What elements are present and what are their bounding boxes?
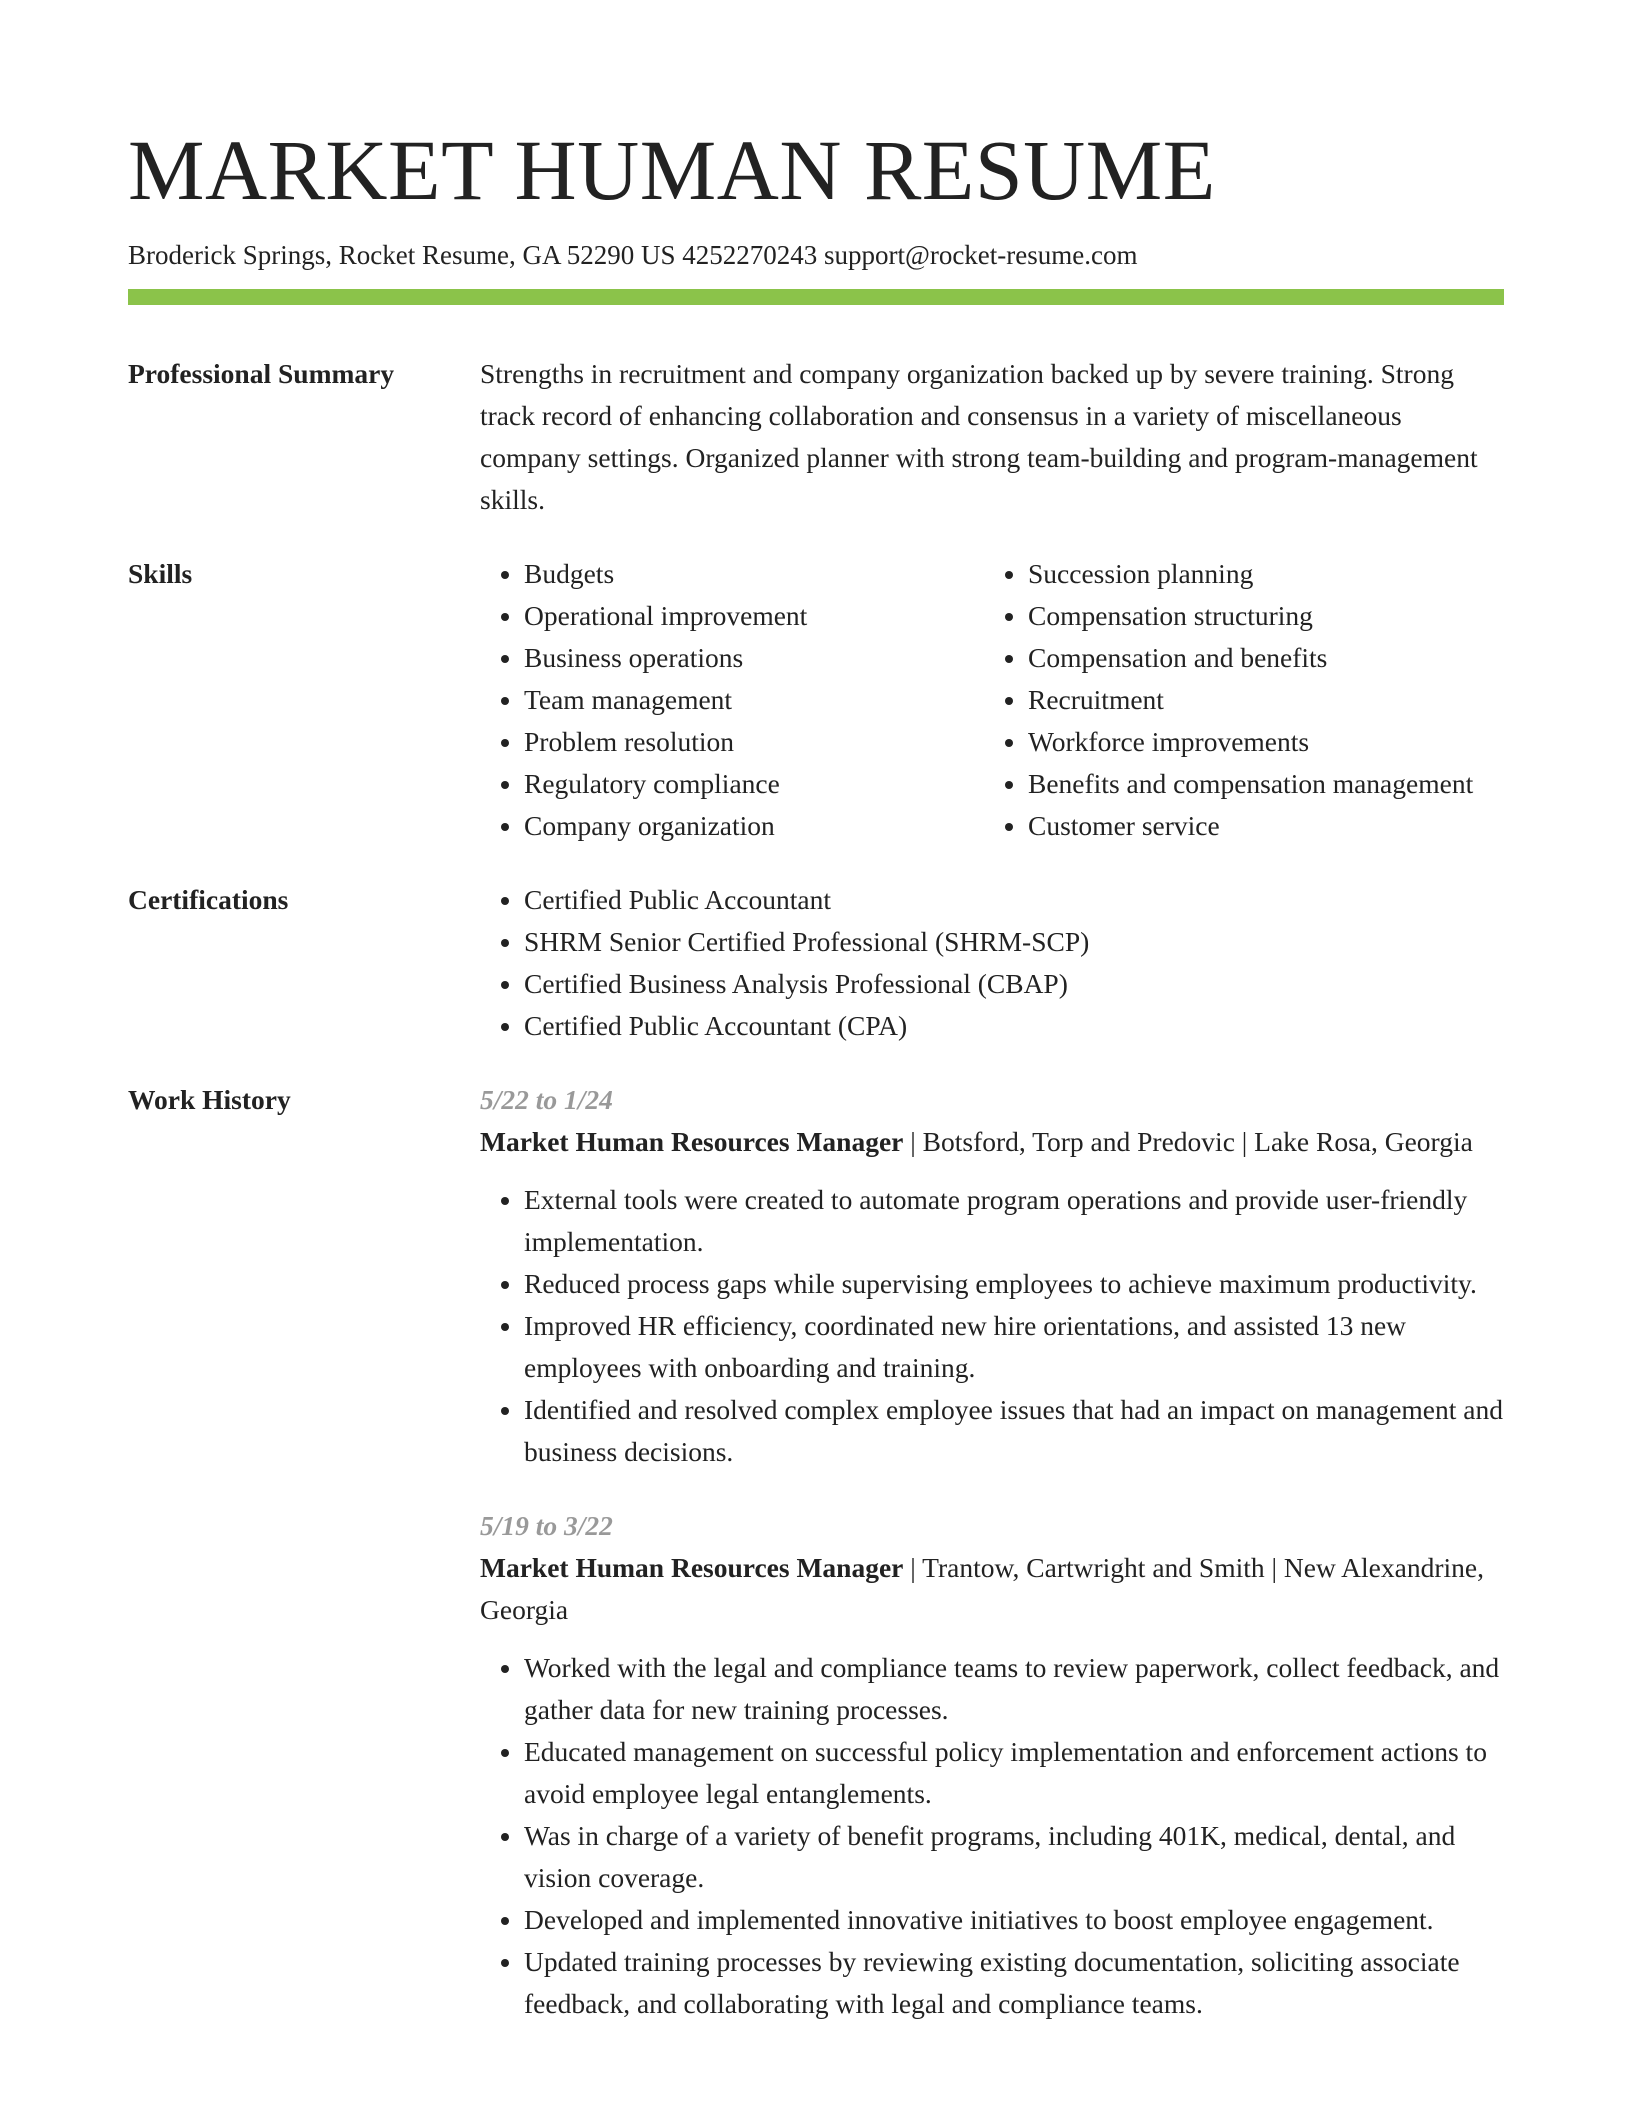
section-label-certifications: Certifications <box>128 884 289 915</box>
job-heading <box>480 1121 1504 1163</box>
skill-item: • Problem resolution <box>524 721 984 763</box>
job-bullets <box>480 1179 1504 1473</box>
section-label-summary: Professional Summary <box>128 358 395 389</box>
skill-item: • Compensation structuring <box>1028 595 1488 637</box>
certification-item: • Certified Public Accountant <box>524 879 1504 921</box>
skill-item: • Company organization <box>524 805 984 847</box>
summary-text: Strengths in recruitment and company organization backed up by severe training. Strong track record of enhancing collaboration and consensus in a variety of miscellaneous company settings. Organized planner with strong team-building and program-management skills. <box>480 358 1478 515</box>
skill-item: • Compensation and benefits <box>1028 637 1488 679</box>
skills-column-left <box>480 553 984 847</box>
contact-line: Broderick Springs, Rocket Resume, GA 52290 US 4252270243 support@rocket-resume.com <box>128 240 1138 270</box>
job-bullet: • External tools were created to automate program operations and provide user-friendly implementation. <box>524 1179 1504 1263</box>
job-details: | Trantow, Cartwright and Smith | New Alexandrine, Georgia <box>480 1552 1484 1625</box>
job-bullet: • Identified and resolved complex employee issues that had an impact on management and business decisions. <box>524 1389 1504 1473</box>
skill-item: • Team management <box>524 679 984 721</box>
resume-page <box>128 120 1504 2025</box>
section-work-history <box>128 1079 1504 2025</box>
skill-item: • Regulatory compliance <box>524 763 984 805</box>
job-entry <box>480 1079 1504 1473</box>
section-skills <box>128 553 1504 847</box>
job-bullet: • Educated management on successful policy implementation and enforcement actions to avoid employee legal entanglements. <box>524 1731 1504 1815</box>
skill-item: • Recruitment <box>1028 679 1488 721</box>
job-bullet: • Improved HR efficiency, coordinated new hire orientations, and assisted 13 new employees with onboarding and training. <box>524 1305 1504 1389</box>
skill-item: • Budgets <box>524 553 984 595</box>
resume-name: MARKET HUMAN RESUME <box>128 122 1216 218</box>
skills-columns <box>480 553 1504 847</box>
skill-item: • Workforce improvements <box>1028 721 1488 763</box>
certifications-list <box>480 879 1504 1047</box>
certification-item: • Certified Public Accountant (CPA) <box>524 1005 1504 1047</box>
skill-item: • Succession planning <box>1028 553 1488 595</box>
section-label-skills: Skills <box>128 558 193 589</box>
job-bullet: • Was in charge of a variety of benefit programs, including 401K, medical, dental, and vision coverage. <box>524 1815 1504 1899</box>
work-history-body <box>480 1079 1504 2025</box>
certification-item: • Certified Business Analysis Professional (CBAP) <box>524 963 1504 1005</box>
accent-divider <box>128 289 1504 305</box>
job-bullet: • Reduced process gaps while supervising employees to achieve maximum productivity. <box>524 1263 1504 1305</box>
job-dates: 5/22 to 1/24 <box>480 1084 613 1115</box>
job-bullet: • Worked with the legal and compliance teams to review paperwork, collect feedback, and gather data for new training processes. <box>524 1647 1504 1731</box>
skill-item: • Benefits and compensation management <box>1028 763 1488 805</box>
job-title: Market Human Resources Manager <box>480 1126 904 1157</box>
job-bullet: • Developed and implemented innovative initiatives to boost employee engagement. <box>524 1899 1504 1941</box>
job-title: Market Human Resources Manager <box>480 1552 904 1583</box>
skill-item: • Customer service <box>1028 805 1488 847</box>
job-bullets <box>480 1647 1504 2025</box>
section-label-work-history: Work History <box>128 1084 291 1115</box>
certification-item: • SHRM Senior Certified Professional (SHRM-SCP) <box>524 921 1504 963</box>
job-details: | Botsford, Torp and Predovic | Lake Rosa, Georgia <box>903 1126 1473 1157</box>
job-entry <box>480 1505 1504 2025</box>
skills-list-right <box>984 553 1488 847</box>
job-bullet: • Updated training processes by reviewing existing documentation, soliciting associate feedback, and collaborating with legal and compliance teams. <box>524 1941 1504 2025</box>
skill-item: • Business operations <box>524 637 984 679</box>
job-heading <box>480 1547 1504 1631</box>
skills-column-right <box>984 553 1488 847</box>
section-certifications <box>128 879 1504 1047</box>
skills-list-left <box>480 553 984 847</box>
certifications-body <box>480 879 1504 1047</box>
job-dates: 5/19 to 3/22 <box>480 1510 613 1541</box>
section-summary <box>128 353 1504 521</box>
skill-item: • Operational improvement <box>524 595 984 637</box>
